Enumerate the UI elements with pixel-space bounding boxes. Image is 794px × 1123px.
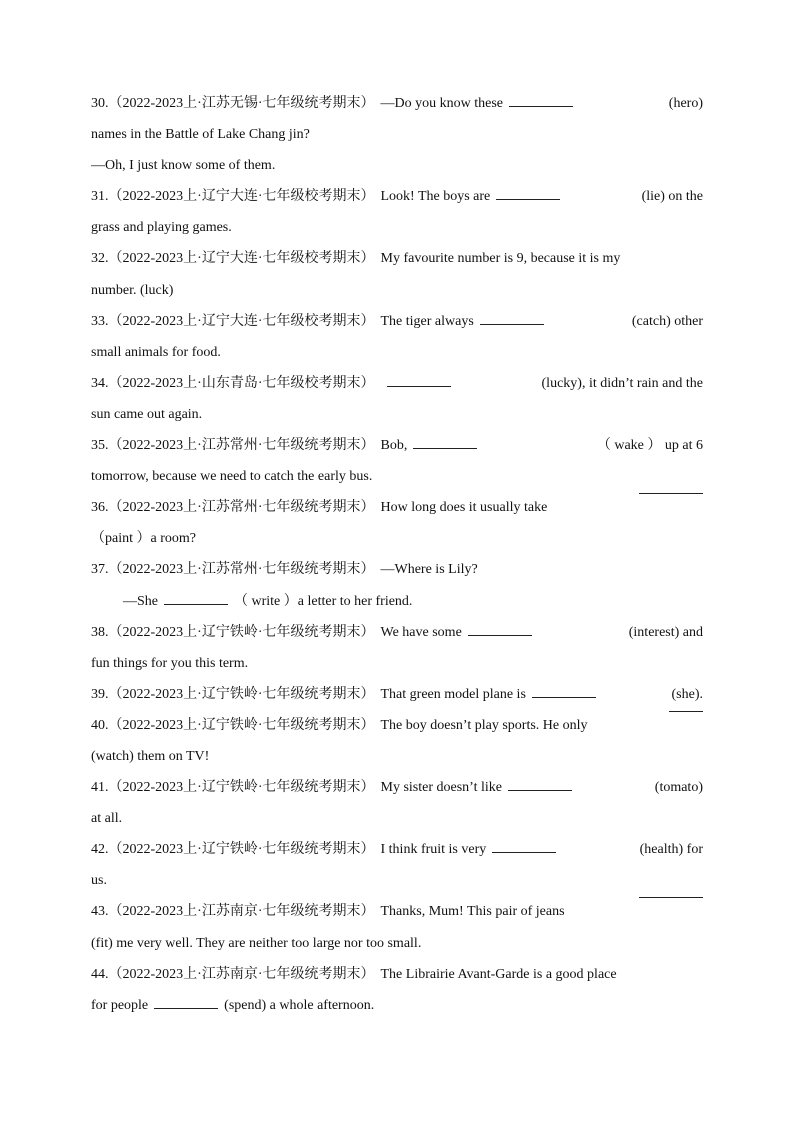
question-number: 33. — [91, 313, 109, 329]
question-44 — [91, 959, 703, 990]
question-number: 41. — [91, 780, 109, 796]
question-31-cont: grass and playing games. — [91, 220, 232, 236]
question-list — [91, 88, 703, 1021]
question-hint: (spend) a whole afternoon. — [224, 997, 375, 1013]
question-source: （2022-2023上·江苏无锡·七年级统考期末） — [108, 96, 375, 111]
question-40 — [91, 710, 703, 741]
question-text: Bob, — [380, 438, 408, 454]
answer-blank[interactable] — [532, 696, 596, 698]
question-42-cont: us. — [91, 873, 107, 889]
question-source: （2022-2023上·辽宁铁岭·七年级统考期末） — [108, 842, 375, 858]
question-number: 43. — [91, 904, 109, 920]
question-text: That green model plane is — [380, 686, 526, 702]
question-39 — [91, 679, 703, 710]
question-44-cont — [91, 990, 703, 1021]
question-hint: （ write ）a letter to her friend. — [234, 593, 413, 609]
question-number: 42. — [91, 842, 109, 858]
question-37 — [91, 554, 703, 585]
question-number: 37. — [91, 562, 109, 578]
question-number: 35. — [91, 438, 109, 454]
question-source: （2022-2023上·江苏南京·七年级统考期末） — [108, 904, 375, 920]
question-32-cont: number. (luck) — [91, 282, 174, 298]
question-34 — [91, 368, 703, 399]
answer-blank[interactable] — [387, 385, 451, 387]
question-30-cont2: —Oh, I just know some of them. — [91, 158, 276, 174]
question-text: for people — [91, 997, 149, 1013]
question-text: Thanks, Mum! This pair of jeans — [380, 904, 565, 920]
answer-blank[interactable] — [413, 447, 477, 449]
question-40-cont: (watch) them on TV! — [91, 748, 210, 764]
question-source: （2022-2023上·辽宁大连·七年级校考期末） — [108, 313, 375, 329]
question-hint: (lie) on the — [641, 189, 703, 205]
question-33-cont: small animals for food. — [91, 344, 221, 360]
question-41-cont: at all. — [91, 811, 123, 827]
question-source: （2022-2023上·辽宁大连·七年级校考期末） — [108, 251, 375, 267]
question-hint: (lucky), it didn’t rain and the — [541, 375, 703, 391]
answer-blank[interactable] — [508, 789, 572, 791]
question-source: （2022-2023上·辽宁铁岭·七年级统考期末） — [108, 780, 375, 796]
question-43 — [91, 896, 703, 927]
question-hint: (health) for — [639, 842, 703, 858]
question-text: The boy doesn’t play sports. He only — [380, 717, 588, 733]
question-35 — [91, 430, 703, 461]
question-text: We have some — [380, 624, 462, 640]
answer-blank[interactable] — [639, 896, 703, 898]
question-source: （2022-2023上·辽宁铁岭·七年级统考期末） — [108, 624, 375, 640]
question-35-cont: tomorrow, because we need to catch the early bus. — [91, 469, 373, 485]
question-36 — [91, 492, 703, 523]
question-number: 30. — [91, 96, 109, 111]
question-36-cont: （paint ）a room? — [91, 531, 196, 547]
question-hint: (catch) other — [631, 313, 703, 329]
question-text: The tiger always — [380, 313, 474, 329]
question-source: （2022-2023上·江苏南京·七年级统考期末） — [108, 966, 375, 982]
question-32 — [91, 243, 703, 274]
question-number: 38. — [91, 624, 109, 640]
answer-blank[interactable] — [509, 105, 573, 107]
question-text: The Librairie Avant-Garde is a good place — [380, 966, 617, 982]
question-source: （2022-2023上·江苏常州·七年级统考期末） — [108, 500, 375, 516]
question-30-cont: names in the Battle of Lake Chang jin? — [91, 127, 310, 143]
answer-blank[interactable] — [492, 851, 556, 853]
question-text: Look! The boys are — [380, 189, 491, 205]
answer-blank[interactable] — [468, 634, 532, 636]
answer-blank[interactable] — [480, 323, 544, 325]
question-text: —Do you know these — [380, 96, 503, 111]
question-text: My sister doesn’t like — [380, 780, 502, 796]
question-text: How long does it usually take — [380, 500, 548, 516]
question-number: 32. — [91, 251, 109, 267]
question-38-cont: fun things for you this term. — [91, 655, 249, 671]
question-number: 34. — [91, 375, 109, 391]
question-hint: （ wake ） up at 6 — [596, 438, 703, 454]
answer-blank[interactable] — [669, 710, 703, 712]
question-source: （2022-2023上·辽宁铁岭·七年级统考期末） — [108, 717, 375, 733]
question-31 — [91, 181, 703, 212]
question-source: （2022-2023上·辽宁铁岭·七年级统考期末） — [108, 686, 375, 702]
question-source: （2022-2023上·山东青岛·七年级校考期末） — [108, 375, 375, 391]
question-source: （2022-2023上·辽宁大连·七年级校考期末） — [108, 189, 375, 205]
answer-blank[interactable] — [639, 492, 703, 494]
question-33 — [91, 306, 703, 337]
question-text: —Where is Lily? — [380, 562, 478, 578]
question-source: （2022-2023上·江苏常州·七年级统考期末） — [108, 438, 375, 454]
question-number: 44. — [91, 966, 109, 982]
question-42 — [91, 834, 703, 865]
question-43-cont: (fit) me very well. They are neither too large nor too small. — [91, 935, 422, 951]
question-number: 31. — [91, 189, 109, 205]
answer-blank[interactable] — [164, 603, 228, 605]
question-number: 39. — [91, 686, 109, 702]
question-41 — [91, 772, 703, 803]
answer-blank[interactable] — [154, 1007, 218, 1009]
question-38 — [91, 617, 703, 648]
question-text: —She — [123, 593, 158, 609]
question-30 — [91, 88, 703, 119]
question-number: 36. — [91, 500, 109, 516]
question-hint: (interest) and — [628, 624, 703, 640]
question-hint: (hero) — [668, 96, 703, 111]
question-hint: (she). — [671, 686, 703, 702]
question-text: I think fruit is very — [380, 842, 487, 858]
question-text: My favourite number is 9, because it is my — [380, 251, 621, 267]
question-source: （2022-2023上·江苏常州·七年级统考期末） — [108, 562, 375, 578]
answer-blank[interactable] — [496, 198, 560, 200]
question-hint: (tomato) — [654, 780, 703, 796]
question-number: 40. — [91, 717, 109, 733]
question-34-cont: sun came out again. — [91, 406, 203, 422]
question-37-cont — [91, 586, 703, 617]
